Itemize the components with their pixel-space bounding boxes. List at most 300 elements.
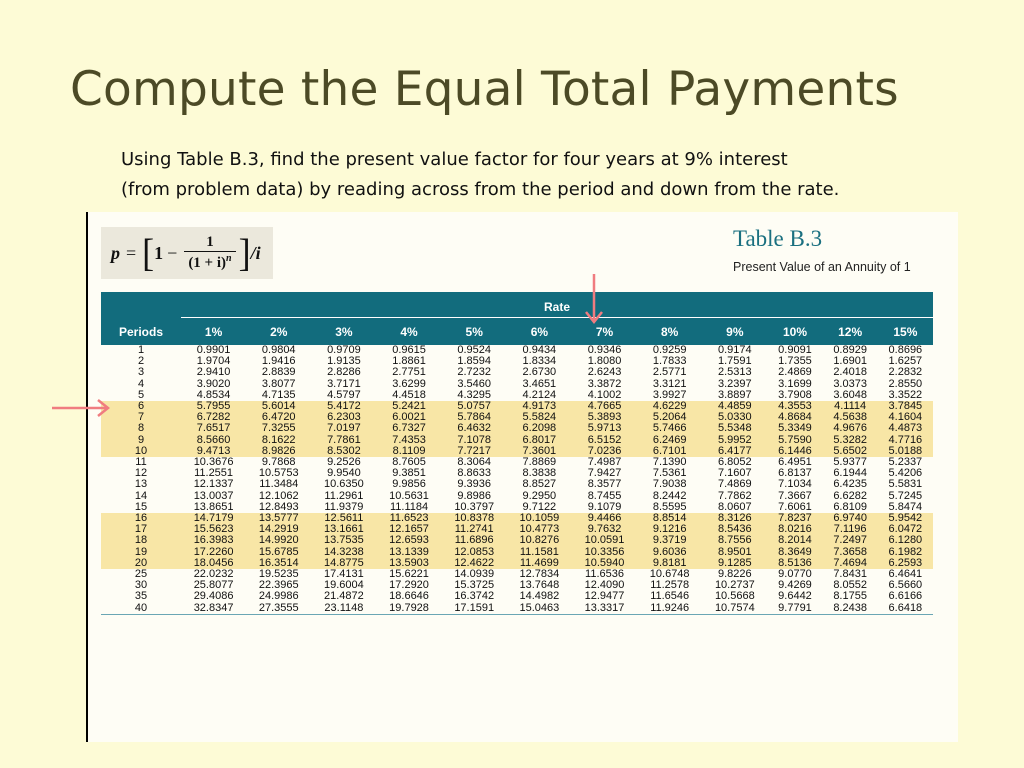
period-cell: 4	[101, 379, 181, 390]
factor-cell: 11.4699	[507, 558, 572, 569]
factor-cell: 27.3555	[246, 603, 311, 615]
factor-cell: 13.8651	[181, 502, 246, 513]
factor-cell: 11.2741	[442, 524, 507, 535]
factor-cell: 6.8017	[507, 435, 572, 446]
factor-cell: 7.0197	[311, 423, 376, 434]
rate-col-header: 8%	[637, 318, 702, 345]
header-spacer	[101, 292, 181, 318]
factor-cell: 3.3121	[637, 379, 702, 390]
factor-cell: 8.3838	[507, 468, 572, 479]
period-cell: 9	[101, 435, 181, 446]
formula-numerator: 1	[206, 234, 214, 250]
factor-cell: 8.9501	[702, 547, 767, 558]
factor-cell: 5.6502	[823, 446, 878, 457]
factor-cell: 0.9091	[767, 345, 822, 356]
rate-col-header: 7%	[572, 318, 637, 345]
factor-cell: 5.9542	[878, 513, 933, 524]
factor-cell: 8.2442	[637, 491, 702, 502]
factor-cell: 5.2421	[376, 401, 441, 412]
factor-cell: 6.4641	[878, 569, 933, 580]
factor-cell: 8.1755	[823, 591, 878, 602]
annuity-table	[101, 292, 933, 615]
factor-cell: 6.4632	[442, 423, 507, 434]
factor-cell: 6.2303	[311, 412, 376, 423]
factor-cell: 9.1216	[637, 524, 702, 535]
factor-cell: 8.2438	[823, 603, 878, 615]
period-cell: 40	[101, 603, 181, 615]
factor-cell: 6.5152	[572, 435, 637, 446]
period-cell: 35	[101, 591, 181, 602]
factor-cell: 8.0552	[823, 580, 878, 591]
factor-cell: 11.2961	[311, 491, 376, 502]
factor-cell: 5.6014	[246, 401, 311, 412]
factor-cell: 9.4269	[767, 580, 822, 591]
factor-cell: 3.4651	[507, 379, 572, 390]
factor-cell: 15.6221	[376, 569, 441, 580]
factor-cell: 0.9901	[181, 345, 246, 356]
table-row	[101, 479, 933, 490]
factor-cell: 9.0770	[767, 569, 822, 580]
factor-cell: 6.7282	[181, 412, 246, 423]
factor-cell: 8.0607	[702, 502, 767, 513]
factor-cell: 4.4859	[702, 401, 767, 412]
factor-cell: 12.6593	[376, 535, 441, 546]
factor-cell: 8.1109	[376, 446, 441, 457]
annuity-formula	[101, 227, 273, 279]
factor-cell: 3.1699	[767, 379, 822, 390]
factor-cell: 3.7845	[878, 401, 933, 412]
factor-cell: 6.8052	[702, 457, 767, 468]
factor-cell: 5.3282	[823, 435, 878, 446]
table-title: Table B.3	[733, 226, 823, 251]
factor-cell: 12.4090	[572, 580, 637, 591]
factor-cell: 22.0232	[181, 569, 246, 580]
factor-cell: 10.5631	[376, 491, 441, 502]
factor-cell: 8.8633	[442, 468, 507, 479]
factor-cell: 8.8514	[637, 513, 702, 524]
factor-cell: 2.4869	[767, 367, 822, 378]
factor-cell: 12.1337	[181, 479, 246, 490]
factor-cell: 15.0463	[507, 603, 572, 615]
factor-cell: 7.8431	[823, 569, 878, 580]
instructions	[121, 145, 839, 205]
factor-cell: 13.3317	[572, 603, 637, 615]
factor-cell: 5.5831	[878, 479, 933, 490]
factor-cell: 9.4713	[181, 446, 246, 457]
period-cell: 7	[101, 412, 181, 423]
factor-cell: 19.6004	[311, 580, 376, 591]
period-cell: 6	[101, 401, 181, 412]
factor-cell: 5.0330	[702, 412, 767, 423]
factor-cell: 32.8347	[181, 603, 246, 615]
factor-cell: 9.1079	[572, 502, 637, 513]
factor-cell: 5.5824	[507, 412, 572, 423]
factor-cell: 7.5361	[637, 468, 702, 479]
factor-cell: 4.7135	[246, 390, 311, 401]
factor-cell: 2.4018	[823, 367, 878, 378]
formula-right-bracket: ]	[238, 231, 251, 275]
factor-cell: 3.7908	[767, 390, 822, 401]
factor-cell: 14.8775	[311, 558, 376, 569]
factor-cell: 14.4982	[507, 591, 572, 602]
factor-cell: 7.7861	[311, 435, 376, 446]
factor-cell: 10.8378	[442, 513, 507, 524]
rate-col-header: 15%	[878, 318, 933, 345]
factor-cell: 5.8474	[878, 502, 933, 513]
formula-denominator-base: (1 + i)	[188, 255, 227, 271]
factor-cell: 4.7716	[878, 435, 933, 446]
factor-cell: 12.4622	[442, 558, 507, 569]
factor-cell: 1.7833	[637, 356, 702, 367]
factor-cell: 8.8527	[507, 479, 572, 490]
factor-cell: 8.5436	[702, 524, 767, 535]
factor-cell: 3.8897	[702, 390, 767, 401]
factor-cell: 25.8077	[181, 580, 246, 591]
factor-cell: 7.4987	[572, 457, 637, 468]
factor-cell: 5.7955	[181, 401, 246, 412]
factor-cell: 5.4172	[311, 401, 376, 412]
factor-cell: 17.2260	[181, 547, 246, 558]
factor-cell: 8.3064	[442, 457, 507, 468]
factor-cell: 4.3295	[442, 390, 507, 401]
factor-cell: 6.1982	[878, 547, 933, 558]
factor-cell: 3.0373	[823, 379, 878, 390]
factor-cell: 10.3676	[181, 457, 246, 468]
factor-cell: 3.2397	[702, 379, 767, 390]
factor-cell: 12.1062	[246, 491, 311, 502]
factor-cell: 11.2578	[637, 580, 702, 591]
factor-cell: 8.3649	[767, 547, 822, 558]
factor-cell: 4.6229	[637, 401, 702, 412]
formula-exponent: n	[226, 253, 232, 264]
factor-cell: 10.8276	[507, 535, 572, 546]
period-cell: 25	[101, 569, 181, 580]
factor-cell: 0.9346	[572, 345, 637, 356]
period-cell: 30	[101, 580, 181, 591]
factor-cell: 2.9410	[181, 367, 246, 378]
factor-cell: 9.3851	[376, 468, 441, 479]
factor-cell: 18.6646	[376, 591, 441, 602]
factor-cell: 8.3126	[702, 513, 767, 524]
formula-left-bracket: [	[142, 231, 155, 275]
factor-cell: 4.9173	[507, 401, 572, 412]
factor-cell: 11.3484	[246, 479, 311, 490]
factor-cell: 6.1280	[878, 535, 933, 546]
factor-cell: 14.0939	[442, 569, 507, 580]
factor-cell: 9.7791	[767, 603, 822, 615]
factor-cell: 8.7556	[702, 535, 767, 546]
factor-cell: 1.8861	[376, 356, 441, 367]
factor-cell: 4.1604	[878, 412, 933, 423]
period-cell: 1	[101, 345, 181, 356]
factor-cell: 6.4235	[823, 479, 878, 490]
factor-cell: 12.8493	[246, 502, 311, 513]
factor-cell: 9.3719	[637, 535, 702, 546]
slide-title: Compute the Equal Total Payments	[70, 62, 899, 117]
factor-cell: 6.5660	[878, 580, 933, 591]
factor-cell: 19.7928	[376, 603, 441, 615]
factor-cell: 0.9615	[376, 345, 441, 356]
factor-cell: 0.9804	[246, 345, 311, 356]
factor-cell: 4.1114	[823, 401, 878, 412]
factor-cell: 15.3725	[442, 580, 507, 591]
rate-col-header: 2%	[246, 318, 311, 345]
factor-cell: 14.3238	[311, 547, 376, 558]
factor-cell: 16.3983	[181, 535, 246, 546]
period-cell: 17	[101, 524, 181, 535]
factor-cell: 10.6350	[311, 479, 376, 490]
factor-cell: 8.0216	[767, 524, 822, 535]
factor-cell: 8.5136	[767, 558, 822, 569]
factor-cell: 7.3601	[507, 446, 572, 457]
period-cell: 14	[101, 491, 181, 502]
formula-p: p	[111, 242, 120, 263]
factor-cell: 5.3349	[767, 423, 822, 434]
factor-cell: 7.7862	[702, 491, 767, 502]
period-pointer-arrow	[50, 397, 112, 419]
rate-col-header: 1%	[181, 318, 246, 345]
rate-col-header: 4%	[376, 318, 441, 345]
factor-cell: 9.7632	[572, 524, 637, 535]
factor-cell: 7.8869	[507, 457, 572, 468]
factor-cell: 6.7101	[637, 446, 702, 457]
factor-cell: 5.2064	[637, 412, 702, 423]
factor-cell: 9.3936	[442, 479, 507, 490]
factor-cell: 11.6546	[637, 591, 702, 602]
period-cell: 16	[101, 513, 181, 524]
period-cell: 11	[101, 457, 181, 468]
factor-cell: 5.0757	[442, 401, 507, 412]
table-row	[101, 603, 933, 615]
factor-cell: 13.7535	[311, 535, 376, 546]
factor-cell: 17.1591	[442, 603, 507, 615]
factor-cell: 7.2497	[823, 535, 878, 546]
factor-cell: 16.3514	[246, 558, 311, 569]
rate-col-header: 6%	[507, 318, 572, 345]
factor-cell: 18.0456	[181, 558, 246, 569]
factor-cell: 7.1196	[823, 524, 878, 535]
period-cell: 15	[101, 502, 181, 513]
factor-cell: 6.1446	[767, 446, 822, 457]
factor-cell: 3.5460	[442, 379, 507, 390]
factor-cell: 6.6166	[878, 591, 933, 602]
factor-cell: 10.5940	[572, 558, 637, 569]
factor-cell: 21.4872	[311, 591, 376, 602]
factor-cell: 11.9246	[637, 603, 702, 615]
factor-cell: 10.7574	[702, 603, 767, 615]
rate-col-header: 10%	[767, 318, 822, 345]
factor-cell: 4.3553	[767, 401, 822, 412]
factor-cell: 10.3797	[442, 502, 507, 513]
period-cell: 13	[101, 479, 181, 490]
factor-cell: 9.8986	[442, 491, 507, 502]
factor-cell: 3.9020	[181, 379, 246, 390]
factor-cell: 8.3577	[572, 479, 637, 490]
formula-denominator	[184, 251, 235, 272]
factor-cell: 4.2124	[507, 390, 572, 401]
factor-cell: 16.3742	[442, 591, 507, 602]
factor-cell: 6.0472	[878, 524, 933, 535]
factor-cell: 8.9826	[246, 446, 311, 457]
factor-cell: 5.3893	[572, 412, 637, 423]
factor-cell: 8.5595	[637, 502, 702, 513]
periods-header: Periods	[101, 318, 181, 345]
factor-cell: 7.8237	[767, 513, 822, 524]
table-row	[101, 367, 933, 378]
factor-cell: 5.7864	[442, 412, 507, 423]
factor-cell: 4.5797	[311, 390, 376, 401]
factor-cell: 0.9259	[637, 345, 702, 356]
factor-cell: 8.2014	[767, 535, 822, 546]
period-cell: 20	[101, 558, 181, 569]
formula-equals: =	[126, 242, 137, 263]
factor-cell: 0.9524	[442, 345, 507, 356]
factor-cell: 9.6036	[637, 547, 702, 558]
factor-cell: 19.5235	[246, 569, 311, 580]
factor-cell: 1.6257	[878, 356, 933, 367]
factor-cell: 24.9986	[246, 591, 311, 602]
factor-cell: 8.7605	[376, 457, 441, 468]
factor-cell: 11.6896	[442, 535, 507, 546]
factor-cell: 23.1148	[311, 603, 376, 615]
factor-cell: 10.3356	[572, 547, 637, 558]
factor-cell: 1.9135	[311, 356, 376, 367]
factor-cell: 13.1661	[311, 524, 376, 535]
period-cell: 18	[101, 535, 181, 546]
factor-cell: 1.9416	[246, 356, 311, 367]
factor-cell: 10.2737	[702, 580, 767, 591]
factor-cell: 2.8839	[246, 367, 311, 378]
factor-cell: 6.2593	[878, 558, 933, 569]
factor-cell: 0.9434	[507, 345, 572, 356]
factor-cell: 1.8594	[442, 356, 507, 367]
factor-cell: 12.5611	[311, 513, 376, 524]
factor-cell: 10.1059	[507, 513, 572, 524]
factor-cell: 7.1607	[702, 468, 767, 479]
factor-cell: 6.2098	[507, 423, 572, 434]
factor-cell: 0.8696	[878, 345, 933, 356]
rate-col-header: 9%	[702, 318, 767, 345]
rate-pointer-arrow	[583, 272, 605, 328]
factor-cell: 13.5903	[376, 558, 441, 569]
factor-cell: 9.2950	[507, 491, 572, 502]
factor-cell: 1.7355	[767, 356, 822, 367]
factor-cell: 3.8077	[246, 379, 311, 390]
table-row	[101, 591, 933, 602]
factor-cell: 4.1002	[572, 390, 637, 401]
factor-cell: 12.1657	[376, 524, 441, 535]
table-b3-image	[86, 212, 958, 742]
factor-cell: 29.4086	[181, 591, 246, 602]
factor-cell: 7.1390	[637, 457, 702, 468]
factor-cell: 7.9427	[572, 468, 637, 479]
factor-cell: 1.9704	[181, 356, 246, 367]
factor-cell: 4.8534	[181, 390, 246, 401]
factor-cell: 9.6442	[767, 591, 822, 602]
factor-cell: 4.8684	[767, 412, 822, 423]
factor-cell: 8.1622	[246, 435, 311, 446]
factor-cell: 13.5777	[246, 513, 311, 524]
factor-cell: 3.6299	[376, 379, 441, 390]
factor-cell: 6.4177	[702, 446, 767, 457]
factor-cell: 6.2469	[637, 435, 702, 446]
factor-cell: 9.8181	[637, 558, 702, 569]
factor-cell: 3.3522	[878, 390, 933, 401]
factor-cell: 5.9952	[702, 435, 767, 446]
instructions-line-2: (from problem data) by reading across from the period and down from the rate.	[121, 179, 840, 200]
factor-cell: 10.0591	[572, 535, 637, 546]
factor-cell: 12.7834	[507, 569, 572, 580]
factor-cell: 5.5348	[702, 423, 767, 434]
period-cell: 10	[101, 446, 181, 457]
factor-cell: 5.2337	[878, 457, 933, 468]
factor-cell: 2.7751	[376, 367, 441, 378]
factor-cell: 1.8080	[572, 356, 637, 367]
factor-cell: 0.8929	[823, 345, 878, 356]
factor-cell: 7.3667	[767, 491, 822, 502]
factor-cell: 2.5313	[702, 367, 767, 378]
factor-cell: 3.6048	[823, 390, 878, 401]
factor-cell: 6.8109	[823, 502, 878, 513]
factor-cell: 9.7868	[246, 457, 311, 468]
factor-cell: 3.7171	[311, 379, 376, 390]
factor-cell: 11.1581	[507, 547, 572, 558]
factor-cell: 7.3658	[823, 547, 878, 558]
formula-fraction	[184, 234, 235, 272]
factor-cell: 4.4518	[376, 390, 441, 401]
factor-cell: 0.9709	[311, 345, 376, 356]
factor-cell: 7.4694	[823, 558, 878, 569]
rate-col-header: 5%	[442, 318, 507, 345]
factor-cell: 5.9377	[823, 457, 878, 468]
factor-cell: 2.7232	[442, 367, 507, 378]
rate-header	[181, 292, 933, 318]
factor-cell: 9.1285	[702, 558, 767, 569]
factor-cell: 13.1339	[376, 547, 441, 558]
factor-cell: 11.6536	[572, 569, 637, 580]
factor-cell: 7.6517	[181, 423, 246, 434]
factor-cell: 7.1078	[442, 435, 507, 446]
factor-cell: 15.5623	[181, 524, 246, 535]
factor-cell: 10.5753	[246, 468, 311, 479]
factor-cell: 14.2919	[246, 524, 311, 535]
factor-cell: 6.6282	[823, 491, 878, 502]
factor-cell: 22.3965	[246, 580, 311, 591]
factor-cell: 7.6061	[767, 502, 822, 513]
factor-cell: 0.9174	[702, 345, 767, 356]
factor-cell: 7.4869	[702, 479, 767, 490]
factor-cell: 9.4466	[572, 513, 637, 524]
factor-cell: 1.8334	[507, 356, 572, 367]
factor-cell: 1.7591	[702, 356, 767, 367]
factor-cell: 4.5638	[823, 412, 878, 423]
factor-cell: 7.0236	[572, 446, 637, 457]
factor-cell: 3.3872	[572, 379, 637, 390]
factor-cell: 2.8550	[878, 379, 933, 390]
factor-cell: 2.5771	[637, 367, 702, 378]
factor-cell: 10.6748	[637, 569, 702, 580]
factor-cell: 13.7648	[507, 580, 572, 591]
factor-cell: 1.6901	[823, 356, 878, 367]
factor-cell: 3.9927	[637, 390, 702, 401]
factor-cell: 14.9920	[246, 535, 311, 546]
factor-cell: 5.0188	[878, 446, 933, 457]
factor-cell: 11.9379	[311, 502, 376, 513]
factor-cell: 4.7665	[572, 401, 637, 412]
factor-cell: 2.6730	[507, 367, 572, 378]
factor-cell: 10.4773	[507, 524, 572, 535]
period-cell: 19	[101, 547, 181, 558]
